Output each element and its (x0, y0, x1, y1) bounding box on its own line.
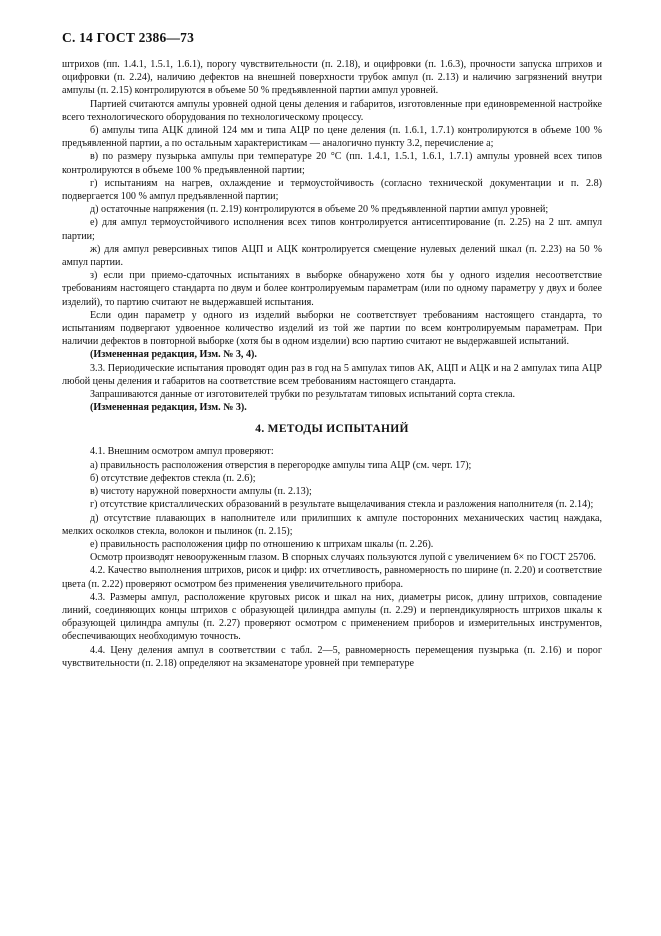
list-item: в) по размеру пузырька ампулы при температуре 20 °С (пп. 1.4.1, 1.5.1, 1.6.1, 1.7.1) ампулы уровней всех типов контролируются в объеме 100 % предъявленной партии; (62, 151, 602, 176)
list-item: з) если при приемо-сдаточных испытаниях в выборке обнаружено хотя бы у одного изделия несоответствие требованиям настоящего стандарта по двум и более контролируемым параметрам (или по одному параметру у двух и более изделий), то партию считают не выдержавшей испытания. (62, 270, 602, 308)
paragraph: 3.3. Периодические испытания проводят один раз в год на 5 ампулах типов АК, АЦП и АЦК и на 2 ампулах типа АЦР любой цены деления и габаритов на соответствие всем требованиям настоящего стандарта. (62, 362, 602, 387)
section-heading: 4. МЕТОДЫ ИСПЫТАНИЙ (255, 423, 409, 436)
amendment-note: (Измененная редакция, Изм. № 3). (90, 402, 247, 414)
paragraph: 4.4. Цену деления ампул в соответствии с табл. 2—5, равномерность перемещения пузырька (п. 2.16) и порог чувствительности (п. 2.18) определяют на экзаменаторе уровней при температуре (62, 644, 602, 669)
list-item: е) для ампул термоустойчивого исполнения всех типов контролируется антисептирование (п. 2.25) на 2 шт. ампул партии; (62, 217, 602, 242)
list-item: д) остаточные напряжения (п. 2.19) контролируются в объеме 20 % предъявленной партии ампул уровней; (90, 204, 549, 216)
list-item: е) правильность расположения цифр по отношению к штрихам шкалы (п. 2.26). (90, 538, 434, 550)
list-item: а) правильность расположения отверстия в перегородке ампулы типа АЦР (см. черт. 17); (90, 459, 472, 471)
paragraph: штрихов (пп. 1.4.1, 1.5.1, 1.6.1), порогу чувствительности (п. 2.18), и оцифровки (п. 1.6.3), прочности запуска штрихов и оцифровки (п. 2.24), наличию дефектов на внешней поверхности трубок ампул (п. 2.13) и наличию загрязнений внутри ампулы (п. 2.15) контролируются в объеме 50 % предъявленной партии ампул уровней. (62, 59, 602, 97)
page-header: С. 14 ГОСТ 2386—73 (62, 30, 195, 45)
paragraph: 4.1. Внешним осмотром ампул проверяют: (90, 446, 274, 458)
list-item: б) отсутствие дефектов стекла (п. 2.6); (90, 472, 256, 484)
list-item: в) чистоту наружной поверхности ампулы (п. 2.13); (90, 486, 312, 498)
list-item: г) отсутствие кристаллических образований в результате выщелачивания стекла и разложения наполнителя (п. 2.14); (90, 499, 594, 511)
paragraph: Запрашиваются данные от изготовителей трубки по результатам типовых испытаний сорта стекла. (90, 389, 516, 401)
amendment-note: (Измененная редакция, Изм. № 3, 4). (90, 349, 257, 361)
list-item: г) испытаниям на нагрев, охлаждение и термоустойчивость (согласно технической документации и п. 2.8) подвергается 100 % ампул предъявленной партии; (62, 177, 602, 203)
list-item: ж) для ампул реверсивных типов АЦП и АЦК контролируется смещение нулевых делений шкал (п. 2.23) на 50 % ампул партии. (62, 243, 602, 269)
paragraph: Партией считаются ампулы уровней одной цены деления и габаритов, изготовленные при единовременной настройке всего технологического оборудования по технологическому процессу. (62, 98, 602, 123)
list-item: б) ампулы типа АЦК длиной 124 мм и типа АЦР по цене деления (п. 1.6.1, 1.7.1) контролируются в объеме 100 % предъявленной партии, а по остальным характеристикам — аналогично пункту 3.2, перечисление а; (62, 125, 602, 150)
document-page (62, 30, 602, 670)
list-item: д) отсутствие плавающих в наполнителе или прилипших к ампуле посторонних механических частиц наждака, мелких осколков стекла, волокон и пылинок (п. 2.15); (62, 512, 602, 537)
paragraph: 4.2. Качество выполнения штрихов, рисок и цифр: их отчетливость, равномерность по ширине (п. 2.20) и соответствие цвета (п. 2.22) проверяют осмотром без применения увеличительного прибора. (62, 565, 602, 590)
paragraph: Осмотр производят невооруженным глазом. В спорных случаях пользуются лупой с увеличением 6× по ГОСТ 25706. (90, 552, 596, 564)
paragraph: Если один параметр у одного из изделий выборки не соответствует требованиям настоящего стандарта, то испытаниям подвергают удвоенное количество изделий из той же партии по всем контролируемым параметрам. При наличии дефектов в повторной выборке (хотя бы в одном изделии) всю партию считают не выдержавшей испытаний. (62, 309, 602, 348)
paragraph: 4.3. Размеры ампул, расположение круговых рисок и шкал на них, диаметры рисок, длину штрихов, совпадение линий, соединяющих концы штрихов с образующей цилиндра ампулы (п. 2.29) и перпендикулярность штрихов шкалы к образующей цилиндра ампулы (п. 2.27) проверяют осмотром с применением приборов и измерительных инструментов, обеспечивающих необходимую точность. (62, 591, 602, 643)
